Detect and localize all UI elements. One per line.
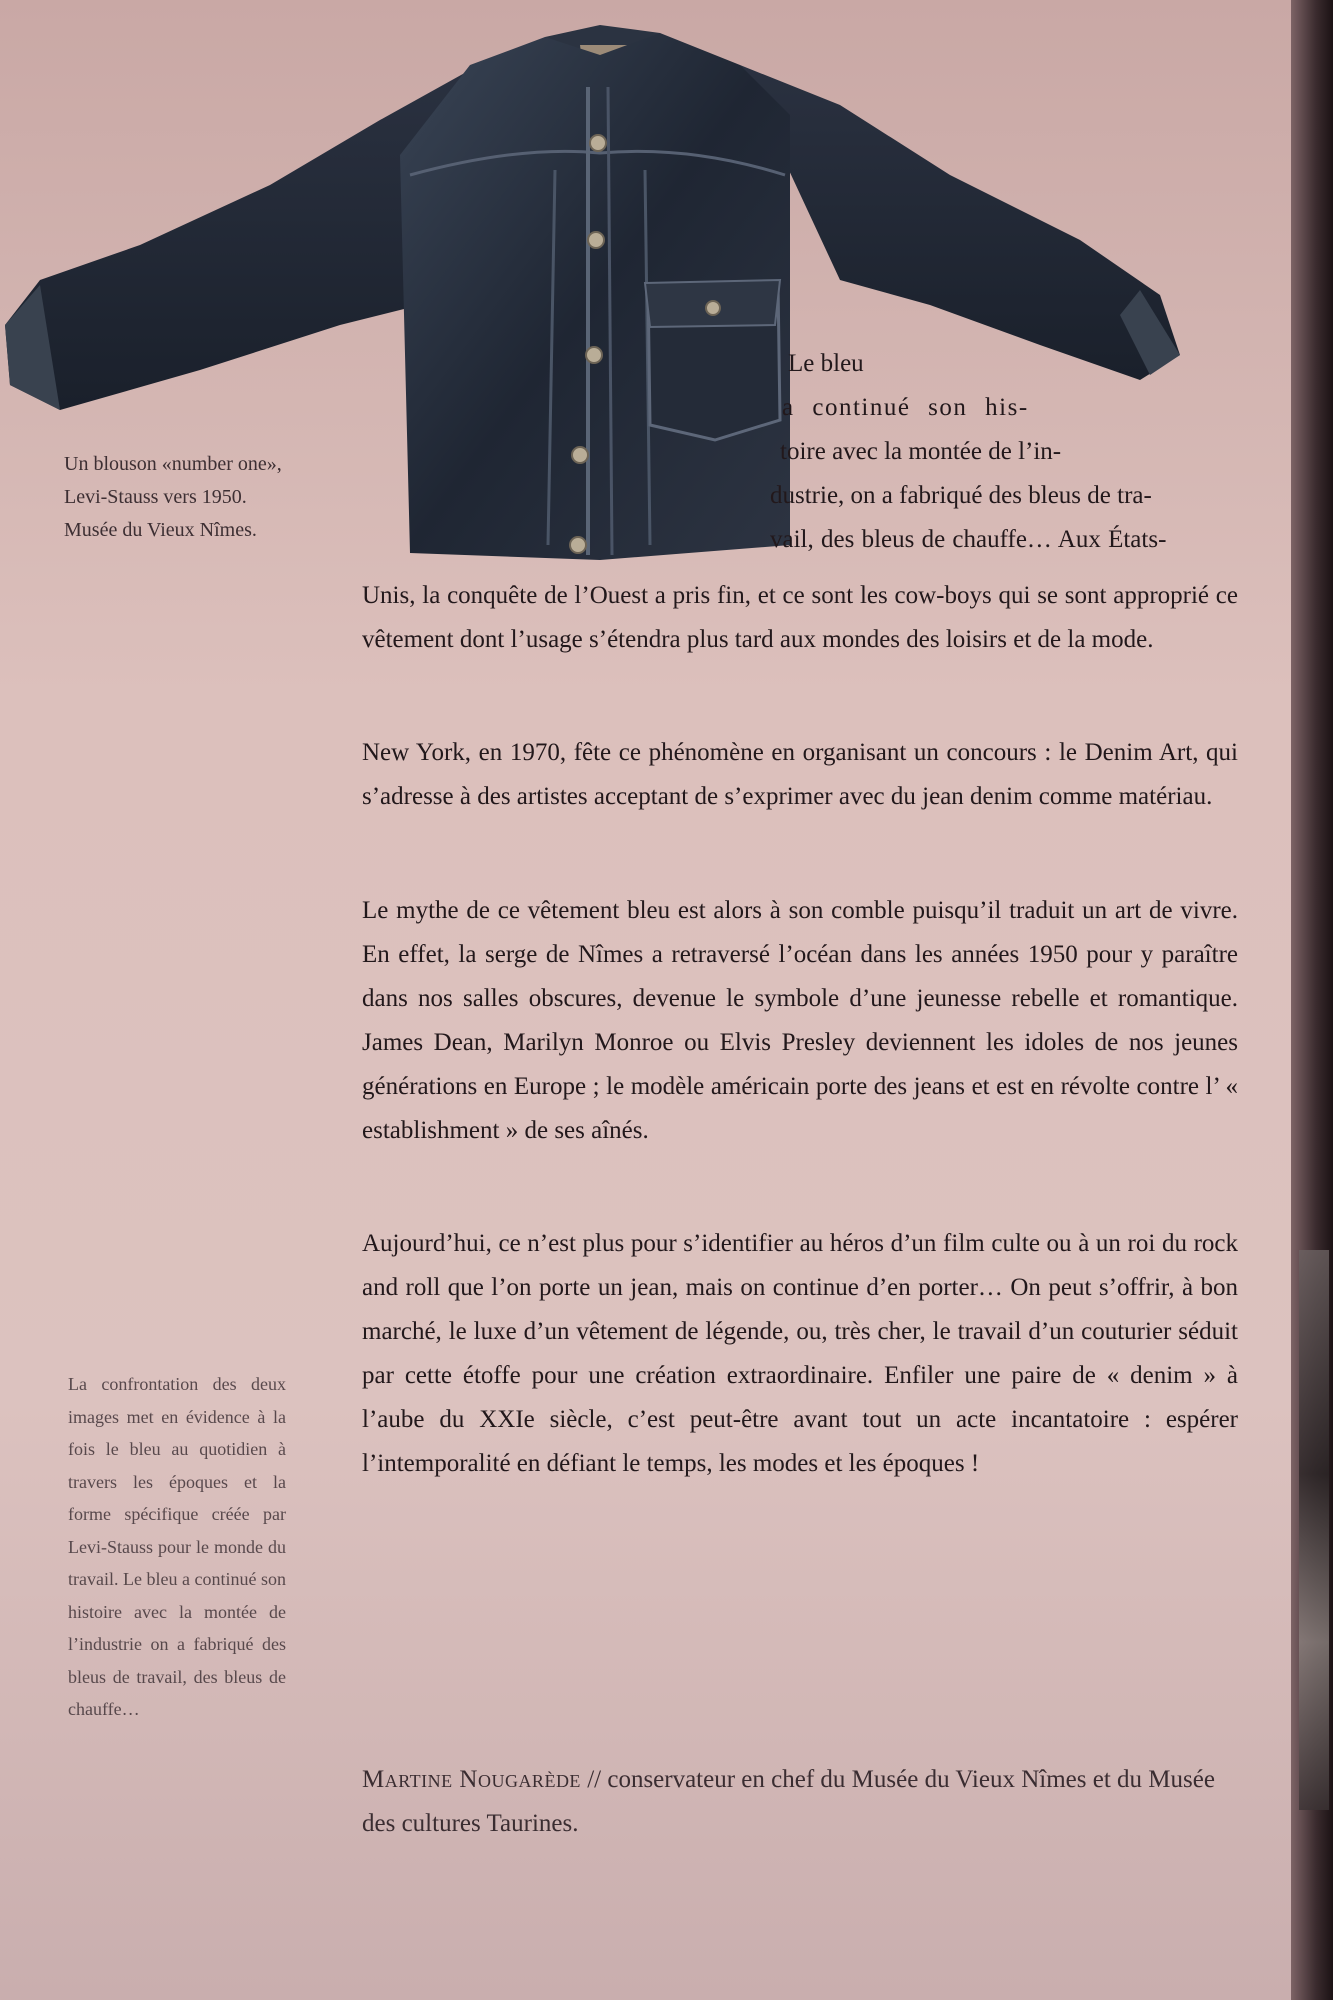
sidebar-quote: La confrontation des deux images met en évidence à la fois le bleu au quotidien à travers les époques et la forme spécifique créée par Levi-Stauss pour le monde du travail. Le bleu a continué son histoire avec la montée de l’industrie on a fabriqué des bleus de travail, des bleus de chauffe… — [68, 1374, 286, 1719]
author-signature — [362, 1758, 1222, 1846]
article-paragraph-4: Aujourd’hui, ce n’est plus pour s’identifier au héros d’un film culte ou à un roi du rock and roll que l’on porte un jean, mais on continue d’en porter… On peut s’offrir, à bon marché, le luxe d’un vêtement de légende, ou, très cher, le travail d’un couturier séduit par cette étoffe pour une création extraordinaire. Enfiler une paire de « denim » à l’aube du XXIe siècle, c’est peut-être avant tout un acte incantatoire : espérer l’intemporalité en défiant le temps, les modes et les époques ! — [362, 1230, 1238, 1477]
author-name: Martine Nougarède — [362, 1766, 581, 1793]
intro-line-3: toire avec la montée de l’in- — [780, 438, 1062, 465]
article-paragraph-2: New York, en 1970, fête ce phénomène en organisant un concours : le Denim Art, qui s’adresse à des artistes acceptant de s’exprimer avec du jean denim comme matériau. — [362, 739, 1238, 810]
facing-page-edge — [1291, 0, 1333, 2000]
intro-line-5: vail, des bleus de chauffe… Aux États- — [770, 526, 1167, 553]
signature-separator: // — [587, 1766, 602, 1793]
intro-line-2: a continué son his- — [782, 394, 1029, 421]
article-paragraph-1: Unis, la conquête de l’Ouest a pris fin, et ce sont les cow-boys qui se sont approprié ce vêtement dont l’usage s’étendra plus tard aux mondes des loisirs et de la mode. — [362, 582, 1238, 653]
article-paragraph-3: Le mythe de ce vêtement bleu est alors à son comble puisqu’il traduit un art de vivre. En effet, la serge de Nîmes a retraversé l’océan dans les années 1950 pour y paraître dans nos salles obscures, devenue le symbole d’une jeunesse rebelle et romantique. James Dean, Marilyn Monroe ou Elvis Presley deviennent les idoles de nos jeunes générations en Europe ; le modèle américain porte des jeans et est en révolte contre l’ « establishment » de ses aînés. — [362, 897, 1238, 1144]
intro-line-1: Le bleu — [788, 350, 864, 377]
facing-page-photo-strip — [1299, 1250, 1329, 1810]
author-role: conservateur en chef du Musée du Vieux Nîmes et du Musée des cultures Taurines. — [362, 1766, 1215, 1837]
photo-caption: Un blouson «number one», Levi-Stauss vers 1950. Musée du Vieux Nîmes. — [64, 453, 282, 541]
intro-line-4: dustrie, on a fabriqué des bleus de tra- — [770, 482, 1152, 509]
